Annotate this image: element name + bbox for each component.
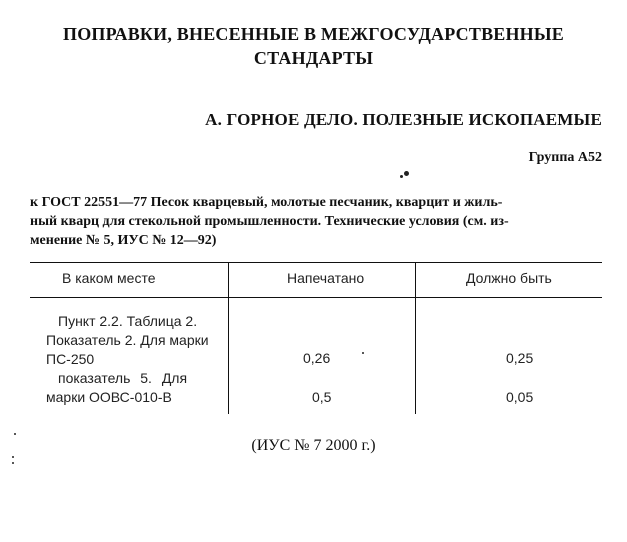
amendment-line-1: к ГОСТ 22551—77 Песок кварцевый, молотые песчаник, кварцит и жиль-	[30, 195, 503, 210]
print-speck	[12, 456, 14, 458]
printed-value: 0,26	[303, 350, 331, 366]
place-line: марки ООВС-010-В	[46, 389, 172, 405]
amendment-line-2: ный кварц для стекольной промышленности. Технические условия (см. из-	[30, 214, 509, 229]
print-speck	[14, 433, 16, 435]
printed-value: 0,5	[312, 389, 332, 405]
table-header-rule	[30, 297, 602, 298]
correct-value: 0,05	[506, 389, 534, 405]
header-printed: Напечатано	[287, 270, 365, 286]
place-line: ПС-250	[46, 351, 95, 367]
amendment-line-3: менение № 5, ИУС № 12—92)	[30, 233, 217, 248]
header-place: В каком месте	[62, 270, 156, 286]
heading-line-2: СТАНДАРТЫ	[253, 48, 374, 68]
place-cell	[46, 312, 218, 407]
print-speck	[362, 352, 364, 354]
print-speck	[400, 175, 403, 178]
section-title: А. ГОРНОЕ ДЕЛО. ПОЛЕЗНЫЕ ИСКОПАЕМЫЕ	[205, 110, 602, 129]
group-code: Группа А52	[528, 150, 602, 165]
footer-reference: (ИУС № 7 2000 г.)	[251, 437, 376, 454]
place-line: показатель 5. Для	[58, 370, 188, 386]
print-speck	[12, 462, 14, 464]
table-divider	[415, 262, 416, 414]
correct-value: 0,25	[506, 350, 534, 366]
header-correct: Должно быть	[466, 270, 552, 286]
heading-line-1: ПОПРАВКИ, ВНЕСЕННЫЕ В МЕЖГОСУДАРСТВЕННЫЕ	[63, 24, 564, 44]
place-line: Показатель 2. Для марки	[46, 332, 209, 348]
amendment-text	[30, 193, 602, 250]
document-heading	[0, 22, 627, 70]
place-line: Пункт 2.2. Таблица 2.	[58, 313, 198, 329]
table-top-rule	[30, 262, 602, 263]
print-speck	[404, 171, 409, 176]
table-divider	[228, 262, 229, 414]
